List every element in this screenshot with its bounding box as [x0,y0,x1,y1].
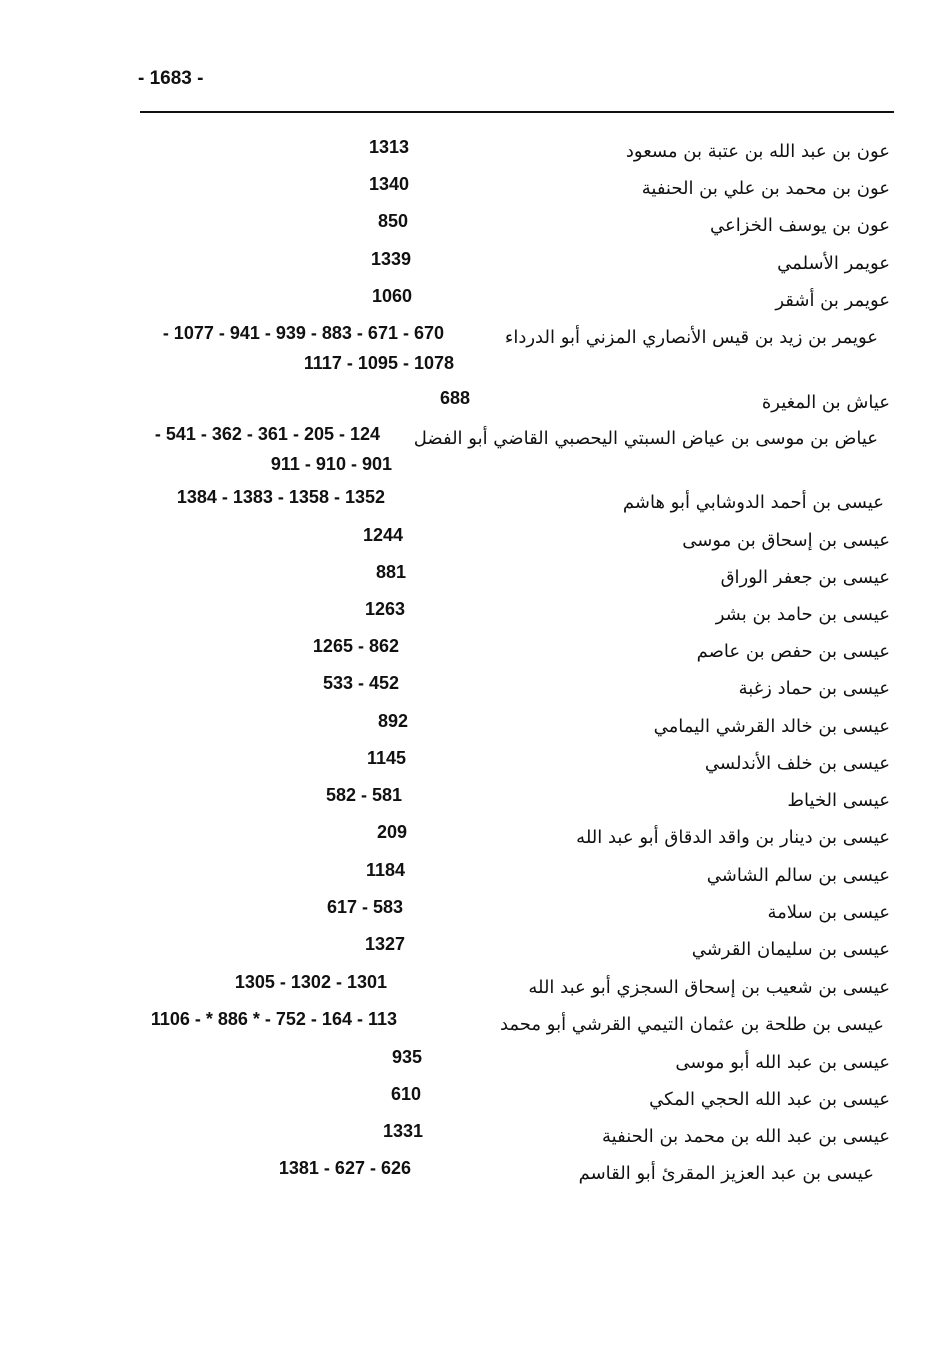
entry-pages: 892 [377,711,408,731]
entry-name: عيسى بن سالم الشاشي [706,865,890,886]
entry-pages: - 1077 - 941 - 939 - 883 - 671 - 670 [162,323,444,343]
entry-pages: 850 [377,211,408,231]
entry-pages: 1384 - 1383 - 1358 - 1352 [176,487,385,507]
entry-pages: 1327 [364,934,405,954]
entry-name: عيسى بن طلحة بن عثمان التيمي القرشي أبو محمد [499,1014,884,1035]
entry-name: عيسى بن سلامة [767,902,890,923]
entry-pages: 1060 [371,286,412,306]
entry-pages: 1331 [382,1121,423,1141]
entry-pages: 1117 - 1095 - 1078 [303,353,454,373]
entry-name: عيسى بن إسحاق بن موسى [682,530,890,551]
entry-name: عيسى بن دينار بن واقد الدقاق أبو عبد الله [576,827,890,848]
entry-pages: 1184 [365,860,405,880]
entry-pages: 1339 [370,249,411,269]
entry-name: عيسى بن خالد القرشي اليمامي [653,716,890,737]
entry-pages: 533 - 452 [322,673,399,693]
entry-pages: 617 - 583 [326,897,403,917]
entry-name: عيسى بن عبد الله أبو موسى [675,1052,890,1073]
entry-name: عيسى بن سليمان القرشي [691,939,890,960]
entry-pages: 881 [375,562,406,582]
entry-pages: 209 [376,822,407,842]
entry-name: عيسى بن جعفر الوراق [720,567,890,588]
page-number: - 1683 - [138,68,204,89]
entry-pages: 582 - 581 [325,785,402,805]
entry-name: عياض بن موسى بن عياض السبتي اليحصبي القاضي أبو الفضل [413,428,878,449]
entry-pages: 1106 - * 886 * - 752 - 164 - 113 [150,1009,397,1029]
entry-pages: - 541 - 362 - 361 - 205 - 124 [154,424,380,444]
entry-pages: 1265 - 862 [312,636,399,656]
entry-name: عيسى بن عبد العزيز المقرئ أبو القاسم [578,1163,874,1184]
entry-name: عياش بن المغيرة [761,392,890,413]
entry-pages: 1313 [368,137,409,157]
entry-pages: 935 [391,1047,422,1067]
entry-pages: 1381 - 627 - 626 [278,1158,411,1178]
entry-name: عون بن عبد الله بن عتبة بن مسعود [625,141,890,162]
entry-name: عيسى بن عبد الله الحجي المكي [649,1089,890,1110]
entry-pages: 911 - 910 - 901 [270,454,392,474]
entry-pages: 688 [439,388,470,408]
entry-pages: 1145 [366,748,406,768]
entry-name: عيسى بن أحمد الدوشابي أبو هاشم [622,492,884,513]
entry-name: عيسى بن عبد الله بن محمد بن الحنفية [602,1126,890,1147]
entry-pages: 1305 - 1302 - 1301 [234,972,387,992]
entry-name: عيسى الخياط [787,790,890,811]
entry-name: عيسى بن حماد زغبة [738,678,890,699]
entry-name: عويمر الأسلمي [777,253,890,274]
entry-name: عويمر بن أشقر [775,290,890,311]
entry-name: عيسى بن حفص بن عاصم [696,641,890,662]
entry-pages: 610 [390,1084,421,1104]
entry-name: عون بن محمد بن علي بن الحنفية [641,178,890,199]
entry-pages: 1244 [362,525,403,545]
entry-name: عيسى بن شعيب بن إسحاق السجزي أبو عبد الله [528,977,890,998]
entry-pages: 1340 [368,174,409,194]
entry-name: عيسى بن خلف الأندلسي [704,753,890,774]
entry-pages: 1263 [364,599,405,619]
entry-name: عون بن يوسف الخزاعي [710,215,890,236]
entry-name: عيسى بن حامد بن بشر [715,604,890,625]
entry-name: عويمر بن زيد بن قيس الأنصاري المزني أبو الدرداء [504,327,878,348]
